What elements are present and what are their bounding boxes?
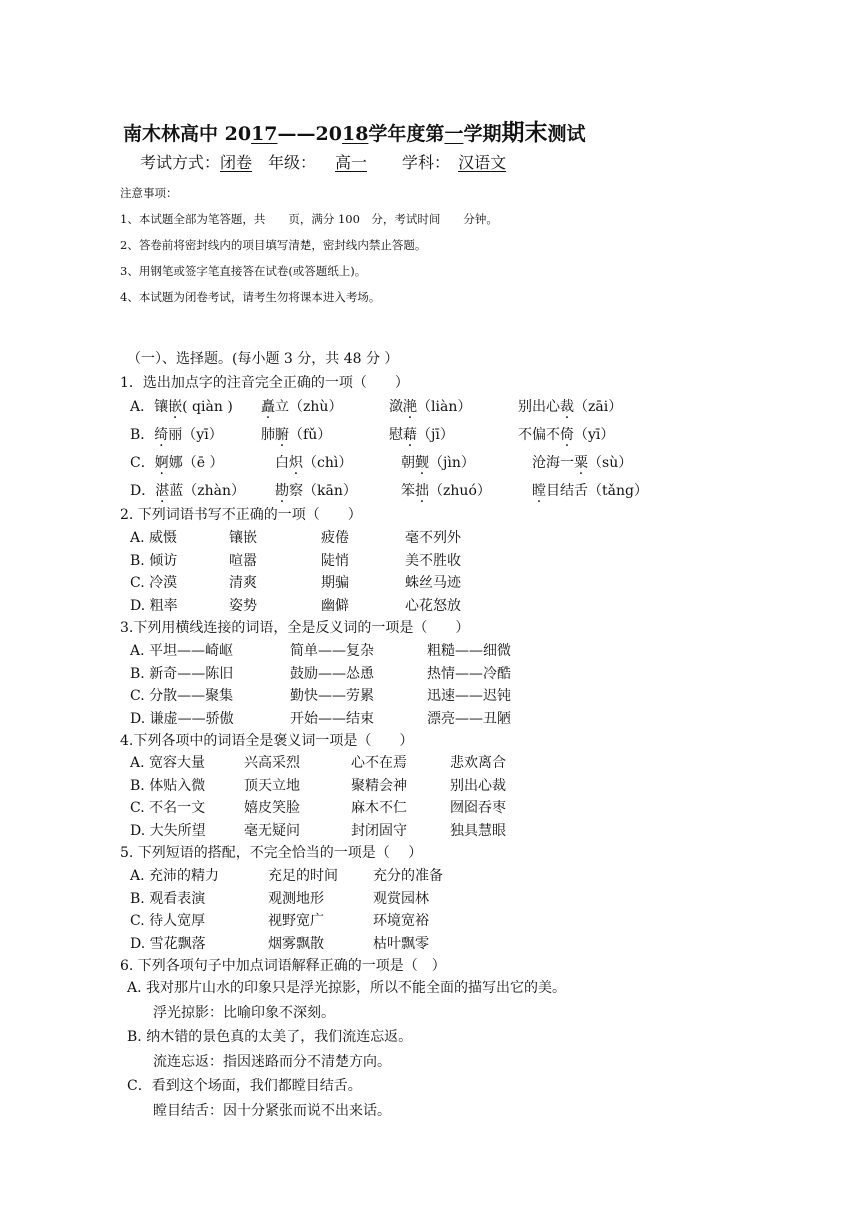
title-year-end: 18 [341,123,369,145]
option-item: 顶天立地 [244,777,300,794]
option-item: D. 大失所望 [130,822,206,839]
option-item: 心不在焉 [351,755,407,771]
option-item: 笨拙（zhuó） [401,483,491,499]
option-item: 朝觐（jìn） [401,455,475,471]
question-6-stem: 6. 下列各项句子中加点词语解释正确的一项是（ ） [120,958,446,974]
option-item: 陡悄 [321,552,349,569]
option-item: B. 倾访 [130,552,178,569]
option-item: 镶嵌 [229,530,257,546]
option-item: D. 谦虚——骄傲 [130,710,234,727]
option-item: 囫囵吞枣 [450,800,506,817]
option-explanation: 浮光掠影：比喻印象不深刻。 [153,1004,335,1021]
question-1-stem: 1．选出加点字的注音完全正确的一项（ ） [120,375,409,391]
option-item: D. 粗率 [130,597,178,614]
section-heading: （一）、选择题。(每小题 3 分，共 48 分 ） [127,351,399,367]
option-item: 勘察（kān） [275,483,357,499]
option-item: 瞠目结舌（tǎng） [532,483,648,499]
option-item: 麻木不仁 [351,800,407,817]
option-item: 开始——结束 [290,710,374,727]
option-item: 幽僻 [321,597,349,614]
option-item: 充足的时间 [268,868,338,884]
mode-label: 考试方式： [140,153,221,172]
option-item: A. 宽容大量 [130,755,206,771]
option-item: 清爽 [229,575,257,592]
option-item: C. 待人宽厚 [130,913,206,930]
option-item: 充分的准备 [373,868,443,884]
option-item: 环境宽裕 [373,913,429,930]
grade-label: 年级： [268,153,317,172]
option-item: 观测地形 [268,890,324,907]
option-sentence: A. 我对那片山水的印象只是浮光掠影，所以不能全面的描写出它的美。 [127,980,567,996]
title-term-suffix: 学期 [463,123,502,145]
option-item: 嬉皮笑脸 [244,800,300,817]
note-item: 4、本试题为闭卷考试，请考生勿将课本进入考场。 [120,290,381,304]
option-item: C．婀娜（ē ） [130,455,224,471]
subject-label: 学科： [402,153,451,172]
option-item: 聚精会神 [351,777,407,794]
option-item: A. 威慑 [130,530,178,546]
option-item: 勤快——劳累 [290,688,374,705]
note-item: 3、用钢笔或签字笔直接答在试卷(或答题纸上)。 [120,264,367,278]
notes [120,180,498,310]
question-5-stem: 5. 下列短语的搭配，不完全恰当的一项是（ ） [120,845,423,861]
question-3-stem: 3.下列用横线连接的词语，全是反义词的一项是（ ） [120,620,470,636]
option-item: 迅速——迟钝 [427,688,511,705]
option-item: 毫无疑问 [244,822,300,839]
grade-value: 高一 [335,153,368,172]
option-item: 悲欢离合 [450,755,506,771]
title-year-start: 17 [251,123,278,145]
option-item: 热情——冷酷 [427,665,511,682]
note-item: 1、本试题全部为笔答题，共 页，满分 100 分，考试时间 分钟。 [120,212,498,226]
option-item: 疲倦 [321,530,349,546]
title-school: 南木林高中 20 [123,123,252,145]
option-item: A. 充沛的精力 [130,868,220,884]
option-item: 姿势 [229,597,257,614]
option-item: 别出心裁（zāi） [518,399,623,415]
option-item: A．镶嵌( qiàn ) [130,399,233,415]
title-term: 一 [444,123,464,145]
option-item: 不偏不倚（yī） [518,427,615,443]
option-item: 肺腑（fǔ） [261,427,332,443]
option-item: 慰藉（jī） [389,427,454,443]
option-item: C. 不名一文 [130,800,206,817]
option-item: 简单——复杂 [290,643,374,659]
exam-meta [140,150,562,173]
option-item: 烟雾飘散 [268,935,324,952]
subject-value: 汉语文 [458,153,507,172]
question-4-stem: 4.下列各项中的词语全是褒义词一项是（ ） [120,733,414,749]
option-item: 兴高采烈 [244,755,300,771]
option-item: 期骗 [321,575,349,592]
option-item: B. 观看表演 [130,890,206,907]
option-item: B．绮丽（yī） [130,427,223,443]
option-item: B. 新奇——陈旧 [130,665,234,682]
question-2-stem: 2. 下列词语书写不正确的一项（ ） [120,507,362,523]
option-item: 粗糙——细微 [427,643,511,659]
option-item: 漂亮——丑陋 [427,710,511,727]
option-explanation: 流连忘返：指因迷路而分不清楚方向。 [153,1053,391,1070]
title-exam-type: 期末 [501,119,548,146]
note-item: 2、答卷前将密封线内的项目填写清楚，密封线内禁止答题。 [120,238,427,252]
option-item: 鼓励——怂恿 [290,665,374,682]
option-item: 观赏园林 [373,890,429,907]
option-item: 视野宽广 [268,913,324,930]
option-item: 美不胜收 [405,552,461,569]
option-item: 蛛丝马迹 [405,575,461,592]
option-item: 白炽（chì） [275,455,353,471]
option-explanation: 瞠目结舌：因十分紧张而说不出来话。 [153,1102,391,1119]
option-item: 别出心裁 [450,777,506,794]
mode-value: 闭卷 [220,153,253,172]
option-item: 毫不列外 [405,530,461,546]
option-item: D．湛蓝（zhàn） [130,483,246,499]
title-dash: ——20 [277,123,342,145]
option-sentence: C．看到这个场面，我们都瞠目结舌。 [127,1078,362,1094]
page-title [123,114,585,147]
option-item: 喧嚣 [229,552,257,569]
option-item: 枯叶飘零 [373,935,429,952]
option-item: 潋滟（liàn） [389,399,472,415]
option-item: 封闭固守 [351,822,407,839]
option-sentence: B. 纳木错的景色真的太美了，我们流连忘返。 [127,1029,413,1045]
notes-heading: 注意事项： [120,186,178,200]
option-item: 沧海一粟（sù） [532,455,633,471]
title-test: 测试 [547,123,586,145]
option-item: D. 雪花飘落 [130,935,206,952]
option-item: 矗立（zhù） [261,399,343,415]
option-item: 独具慧眼 [450,822,506,839]
option-item: 心花怒放 [405,597,461,614]
title-term-label: 学年度第 [368,123,445,145]
option-item: C. 分散——聚集 [130,688,234,705]
option-item: C. 冷漠 [130,575,178,592]
option-item: B. 体贴入微 [130,777,206,794]
option-item: A. 平坦——崎岖 [130,643,234,659]
